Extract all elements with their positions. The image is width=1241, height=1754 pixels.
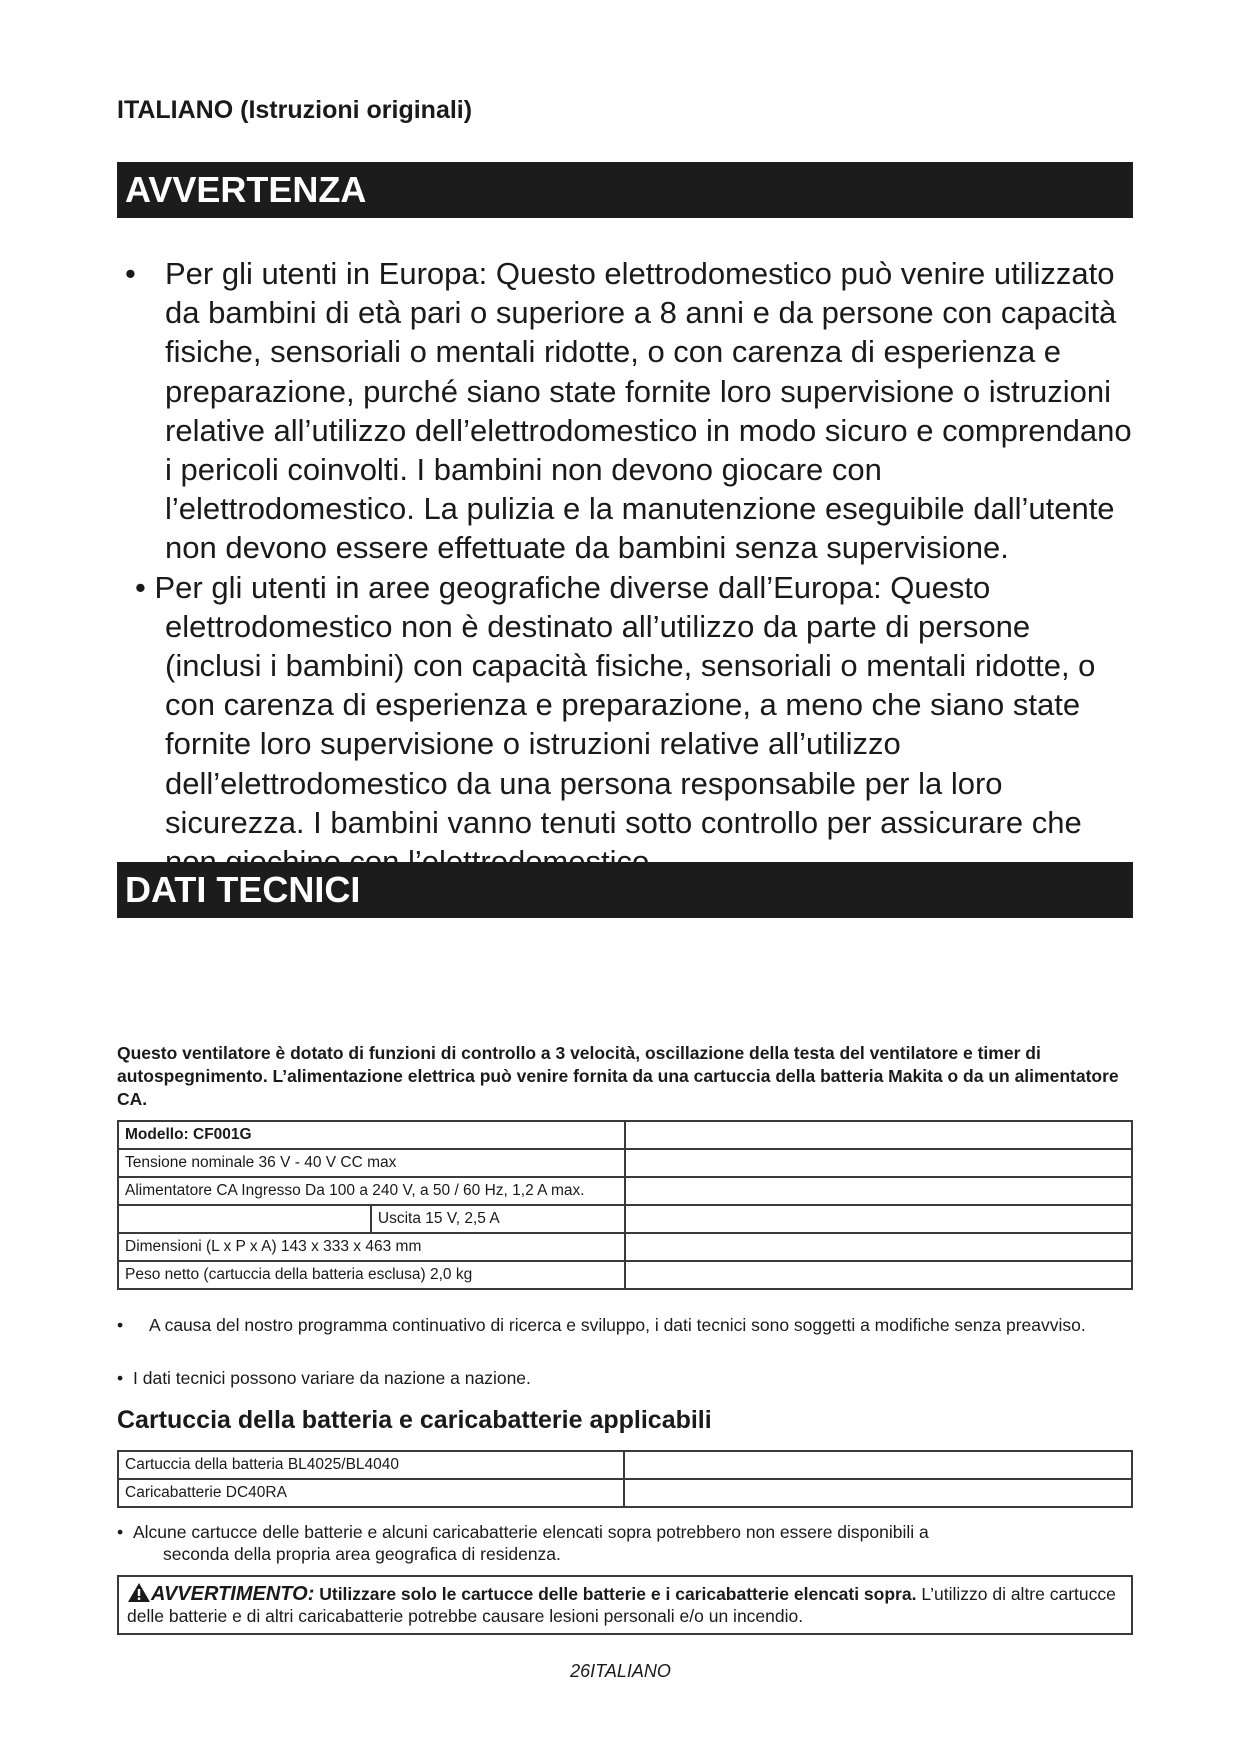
spec-dimensions: Dimensioni (L x P x A) 143 x 333 x 463 mm (118, 1233, 625, 1261)
table-row (118, 1451, 1132, 1479)
list-item: • Per gli utenti in aree geografiche diverse dall’Europa: Questo elettrodomestico non è destinato all’utilizzo da parte di persone (inclusi i bambini) con capacità fisiche, sensoriali o mentali ridotte, o con carenza di esperienza e preparazione, a meno che siano state fornite loro supervisione o istruzioni relative all’utilizzo dell’elettrodomestico da una persona responsabile per la loro sicurezza. I bambini vanno tenuti sotto controllo per assicurare che (125, 568, 1135, 882)
warning-triangle-icon (127, 1582, 151, 1603)
language-header: ITALIANO (Istruzioni originali) (117, 96, 473, 124)
battery-cartridge-row: Cartuccia della batteria BL4025/BL4040 (118, 1451, 624, 1479)
specs-note-2: • I dati tecnici possono variare da nazione a nazione. (117, 1368, 531, 1388)
table-row (118, 1177, 1132, 1205)
table-row (118, 1479, 1132, 1507)
warning-section-title: AVVERTENZA (117, 162, 1133, 218)
warning-label: AVVERTIMENTO: (151, 1583, 315, 1605)
spec-model: Modello: CF001G (118, 1121, 625, 1149)
warning-text: L’utilizzo di altre cartucce delle batterie e di altri caricabatterie potrebbe causare lesioni personali e/o un incendio. (127, 1584, 1116, 1626)
spec-net-weight: Peso netto (cartuccia della batteria esclusa) 2,0 kg (118, 1261, 625, 1289)
warning-bullet-1: Per gli utenti in Europa: Questo elettrodomestico può venire utilizzato da bambini di età pari o superiore a 8 anni e da persone con capacità fisiche, sensoriali o mentali ridotte, o con carenza di esperienza e preparazione, purché siano state fornite loro supervisione o istruzioni relative all’utilizzo dell’elettrodomestico in modo sicuro e comprendano i pericoli coinvolti. I bambini non devono giocare con l’elettrodomestico. La pulizia e la manutenzione eseguibile dall’utente non devono essere effettuate da bambini senza supervisione. (165, 256, 1132, 566)
warning-bullet-list (125, 254, 1135, 881)
table-row (118, 1261, 1132, 1289)
specs-intro: Questo ventilatore è dotato di funzioni di controllo a 3 velocità, oscillazione della testa del ventilatore e timer di autospegnimento. L’alimentazione elettrica può venire fornita da una cartuccia della batteria Makita o da un alimentatore CA. (117, 1043, 1119, 1109)
spec-ac-adapter-input: Alimentatore CA Ingresso Da 100 a 240 V, a 50 / 60 Hz, 1,2 A max. (118, 1177, 625, 1205)
charger-row: Caricabatterie DC40RA (118, 1479, 624, 1507)
specs-note-1: • A causa del nostro programma continuativo di ricerca e sviluppo, i dati tecnici sono soggetti a modifiche senza preavviso. (117, 1315, 1086, 1335)
table-row (118, 1233, 1132, 1261)
battery-table (117, 1450, 1133, 1508)
spec-ac-adapter-output: Uscita 15 V, 2,5 A (371, 1205, 625, 1233)
battery-warning-box (117, 1575, 1133, 1635)
battery-availability-note: • Alcune cartucce delle batterie e alcuni caricabatterie elencati sopra potrebbero non essere disponibili a seconda della propria area geografica di residenza. (117, 1522, 929, 1564)
table-row (118, 1149, 1132, 1177)
page-footer: 26ITALIANO (570, 1661, 671, 1681)
table-row (118, 1205, 1132, 1233)
specs-section-title: DATI TECNICI (117, 862, 1133, 918)
warning-bullet-2: Per gli utenti in aree geografiche diverse dall’Europa: Questo elettrodomestico non è destinato all’utilizzo da parte di persone (inclusi i bambini) con capacità fisiche, sensoriali o mentali ridotte, o con carenza di esperienza e preparazione, a meno che siano state fornite loro supervisione o istruzioni relative all’utilizzo dell’elettrodomestico da una persona responsabile per la loro sicurezza. I bambini vanno tenuti sotto controllo per assicurare che (154, 569, 1096, 840)
warning-bold-text: Utilizzare solo le cartucce delle batterie e i caricabatterie elencati sopra. (319, 1584, 917, 1604)
list-item: • Per gli utenti in Europa: Questo elettrodomestico può venire utilizzato da bambini di età pari o superiore a 8 anni e da persone con capacità fisiche, sensoriali o mentali ridotte, o con carenza di esperienza e preparazione, purché siano state fornite loro supervisione o istruzioni relative all’utilizzo dell’elettrodomestico in modo sicuro e comprendano i pericoli coinvolti. I bambini non devono giocare con l’elettrodomestico. La pulizia e la manutenzione eseguibile dall’utente non devono essere effettuate da bambini senza supervisione. (125, 256, 1132, 566)
battery-section-title: Cartuccia della batteria e caricabatterie applicabili (117, 1406, 712, 1434)
specifications-table (117, 1120, 1133, 1290)
spec-rated-voltage: Tensione nominale 36 V - 40 V CC max (118, 1149, 625, 1177)
table-row (118, 1121, 1132, 1149)
